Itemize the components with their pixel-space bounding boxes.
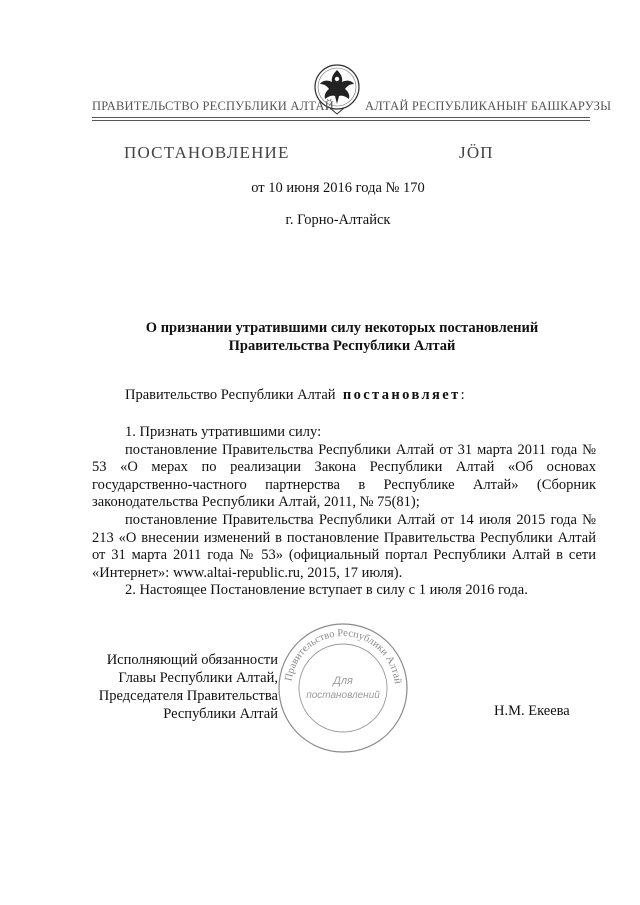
signatory-line-1: Исполняющий обязанности bbox=[106, 652, 278, 668]
title-line-2: Правительства Республики Алтай bbox=[228, 338, 456, 354]
signatory-line-2: Главы Республики Алтай, bbox=[118, 670, 278, 686]
document-city: г. Горно-Алтайск bbox=[285, 212, 391, 228]
preamble bbox=[125, 387, 465, 404]
document-date-number: от 10 июня 2016 года № 170 bbox=[251, 180, 425, 196]
seal-inner-line-2: постановлений bbox=[306, 690, 380, 701]
official-seal-stamp bbox=[275, 620, 411, 756]
body-repealed-act-1: постановление Правительства Республики Алтай от 31 марта 2011 года № 53 «О мерах по реализации Закона Республики Алтай «Об основах государственно-частного партнерства в Республике Алтай» (Сборник законодательства Республики Алтай, 2011, № 75(81); bbox=[92, 441, 596, 511]
document-body bbox=[92, 424, 596, 600]
seal-outer-text: Правительство Республики Алтай bbox=[283, 627, 403, 685]
header-org-russian: ПРАВИТЕЛЬСТВО РЕСПУБЛИКИ АЛТАЙ bbox=[92, 99, 334, 113]
header-rule-top bbox=[92, 117, 590, 118]
signatory-position bbox=[88, 651, 278, 723]
document-title bbox=[92, 319, 592, 355]
signatory-line-4: Республики Алтай bbox=[163, 706, 278, 722]
preamble-subject: Правительство Республики Алтай bbox=[125, 387, 336, 403]
signatory-name: Н.М. Екеева bbox=[494, 703, 570, 719]
doc-type-russian: ПОСТАНОВЛЕНИЕ bbox=[124, 143, 290, 162]
header-org-altai: АЛТАЙ РЕСПУБЛИКАНЫҤ БАШКАРУЗЫ bbox=[365, 99, 612, 113]
seal-inner-line-1: Для bbox=[333, 675, 353, 687]
body-item-2: 2. Настоящее Постановление вступает в силу с 1 июля 2016 года. bbox=[125, 582, 528, 599]
body-item-1: 1. Признать утратившими силу: bbox=[125, 424, 322, 440]
signatory-line-3: Председателя Правительства bbox=[98, 688, 278, 704]
header-rule-bottom bbox=[92, 120, 590, 121]
body-repealed-act-2: постановление Правительства Республики Алтай от 14 июля 2015 года № 213 «О внесении изменений в постановление Правительства Республики Алтай от 31 марта 2011 года № 53» (официальный портал Республики Алтай в сети «Интернет»: www.altai-republic.ru, 2015, 17 июля). bbox=[92, 511, 596, 581]
title-line-1: О признании утратившими силу некоторых постановлений bbox=[145, 320, 539, 336]
doc-type-altai: ЈӦП bbox=[459, 143, 494, 162]
preamble-verb: постановляет bbox=[342, 387, 461, 403]
preamble-colon: : bbox=[460, 387, 465, 403]
